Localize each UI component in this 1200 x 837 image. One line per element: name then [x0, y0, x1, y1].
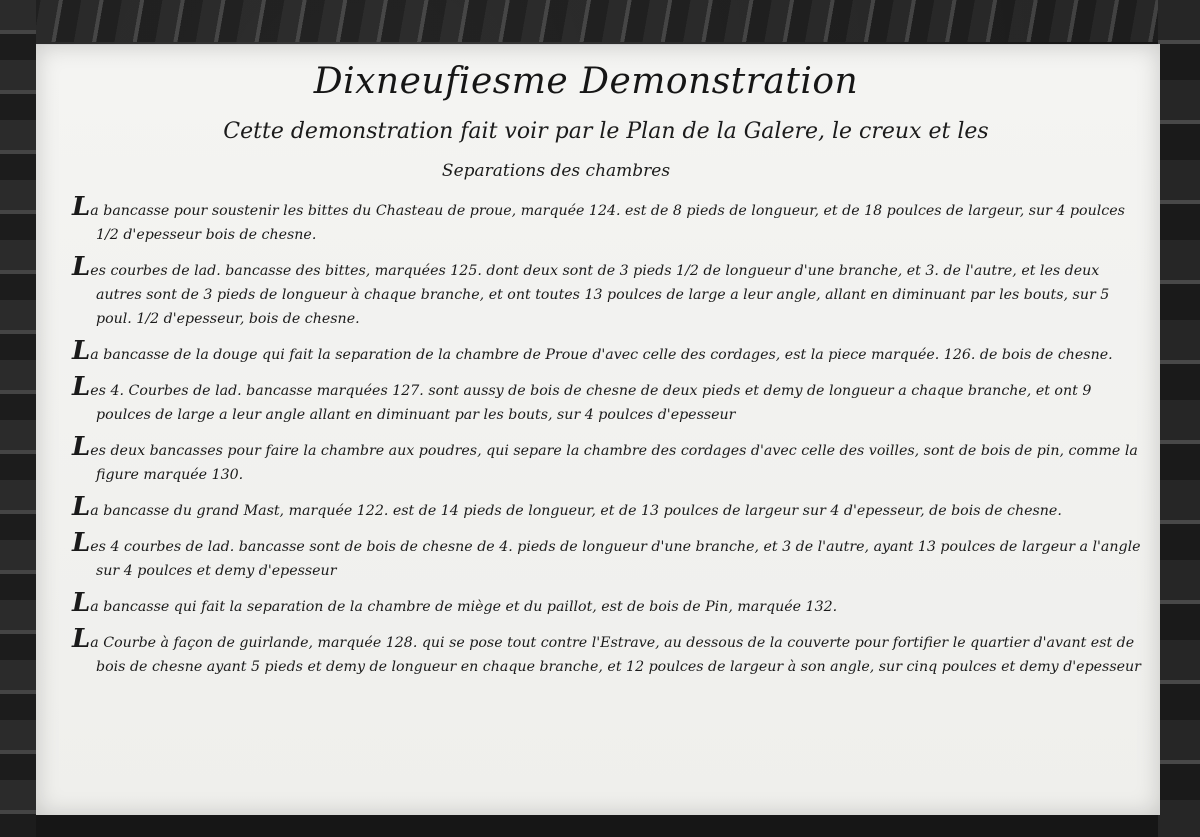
page-subtitle: Cette demonstration fait voir par le Plan de la Galere, le creux et les — [223, 119, 989, 144]
entry-paragraph: La bancasse de la douge qui fait la separation de la chambre de Proue d'avec celle des cordages, est la piece marquée. 126. de bois de chesne. — [72, 336, 1113, 366]
entry-paragraph: La bancasse du grand Mast, marquée 122. est de 14 pieds de longueur, et de 13 poulces de largeur sur 4 d'epesseur, de bois de chesne. — [72, 492, 1062, 522]
entry-paragraph: La bancasse pour soustenir les bittes du Chasteau de proue, marquée 124. est de 8 pieds de longueur, et de 18 poulces de largeur, sur 4 poulces 1/2 d'epesseur bois de chesne. — [72, 192, 1125, 243]
entry-paragraph: Les deux bancasses pour faire la chambre aux poudres, qui separe la chambre des cordages d'avec celle des voilles, sont de bois de pin, comme la figure marquée 130. — [72, 432, 1138, 483]
entry-paragraph: Les courbes de lad. bancasse des bittes, marquées 125. dont deux sont de 3 pieds 1/2 de longueur d'une branche, et 3. de l'autre, et les deux autres sont de 3 pieds de longueur à chaque branche, et ont toutes 13 poulces de large a leur angle, allant en diminuant par les bouts, sur 5 poul. 1/2 d'epesseur, bois de chesne. — [72, 252, 1110, 327]
manuscript-page — [36, 44, 1160, 815]
frame-top-edge — [0, 0, 1200, 42]
page-subtitle-continued: Separations des chambres — [441, 161, 671, 181]
entry-paragraph: La bancasse qui fait la separation de la chambre de miège et du paillot, est de bois de Pin, marquée 132. — [72, 588, 838, 618]
entry-paragraph: La Courbe à façon de guirlande, marquée 128. qui se pose tout contre l'Estrave, au dessous de la couverte pour fortifier le quartier d'avant est de bois de chesne ayant 5 pieds et demy de longueur en chaque branche, et 12 poulces de largeur à son angle, sur cinq poulces et demy d'epesseur — [72, 624, 1141, 675]
entry-paragraph: Les 4. Courbes de lad. bancasse marquées 127. sont aussy de bois de chesne de deux pieds et demy de longueur a chaque branche, et ont 9 poulces de large a leur angle allant en diminuant par les bouts, sur 4 poulces d'epesseur — [72, 372, 1092, 423]
frame-left-edge — [0, 0, 36, 837]
entry-list — [54, 192, 1144, 687]
page-title: Dixneufiesme Demonstration — [313, 61, 859, 102]
frame-right-edge — [1158, 0, 1200, 837]
entry-paragraph: Les 4 courbes de lad. bancasse sont de bois de chesne de 4. pieds de longueur d'une branche, et 3 de l'autre, ayant 13 poulces de largeur a l'angle sur 4 poulces et demy d'epesseur — [72, 528, 1141, 579]
